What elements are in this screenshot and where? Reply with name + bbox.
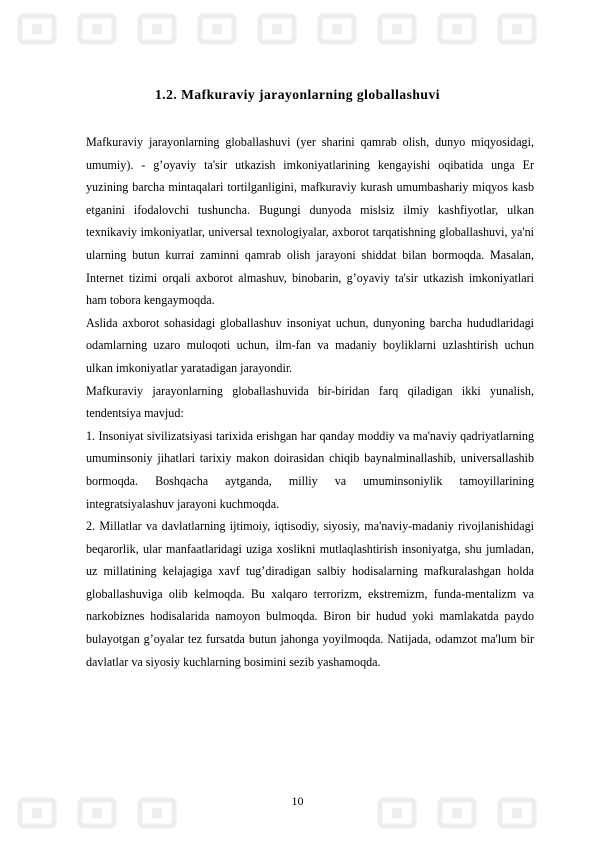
section-title: 1.2. Mafkuraviy jarayonlarning globallashuvi — [155, 87, 440, 102]
paragraph-1: Mafkuraviy jarayonlarning globallashuvi (yer sharini qamrab olish, dunyo miqyosidagi, umumiy). - g’oyaviy ta'sir utkazish imkoniyatlarining kengayishi oqibatida unga Er yuzining barcha mintaqalari tortilganligini, mafkuraviy kurash umumbashariy miqyos kasb etganini ifodalovchi tushuncha. Bugungi dunyoda mislsiz ilmiy kashfiyotlar, ulkan texnikaviy imkoniyatlar, universal texnologiyalar, axborot tarqatishning globallashuvi, ya'ni ularning butun kurrai zaminni qamrab olish jarayoni shiddat bilan bormoqda. Masalan, Internet tizimi orqali axborot almashuv, binobarin, g’oyaviy ta'sir utkazish imkoniyatlari ham tobora kengaymoqda. — [86, 135, 534, 308]
paragraph-2: Aslida axborot sohasidagi globallashuv insoniyat uchun, dunyoning barcha hududlaridagi odamlarning uzaro muloqoti uchun, ilm-fan va madaniy boyliklarni uzlashtirish uchun ulkan imkoniyatlar yaratadigan jarayondir. — [86, 315, 534, 375]
paragraph-3: Mafkuraviy jarayonlarning globallashuvida bir-biridan farq qiladigan ikki yunalish, tendentsiya mavjud: — [86, 383, 534, 421]
paragraph-4: 1. Insoniyat sivilizatsiyasi tarixida erishgan har qanday moddiy va ma'naviy qadriyatlarning umuminsoniy jihatlari tarixiy makon doirasidan chiqib baynalminallashib, universallashib bormoqda. Boshqacha aytganda, milliy va umuminsoniylik tamoyillarining integratsiyalashuv jarayoni kuchmoqda. — [86, 428, 534, 511]
body-text — [86, 131, 534, 673]
paragraph-5: 2. Millatlar va davlatlarning ijtimoiy, iqtisodiy, siyosiy, ma'naviy-madaniy rivojlanishidagi beqarorlik, ular manfaatlaridagi uziga xoslikni mutlaqlashtirish insoniyatga, shu jumladan, uz millatining kelajagiga xavf tug’diradigan salbiy hodisalarning mafkuralashgan holda globallashuviga olib kelmoqda. Bu xalqaro terrorizm, ekstremizm, funda-mentalizm va narkobiznes hodisalarida namoyon bulmoqda. Biron bir hudud yoki mamlakatda paydo bulayotgan g’oyalar tez fursatda butun jahonga yoyilmoqda. Natijada, odamzot ma'lum bir davlatlar va siyosiy kuchlarning bosimini sezib yashamoqda. — [86, 519, 534, 669]
page-number: 10 — [291, 794, 304, 808]
